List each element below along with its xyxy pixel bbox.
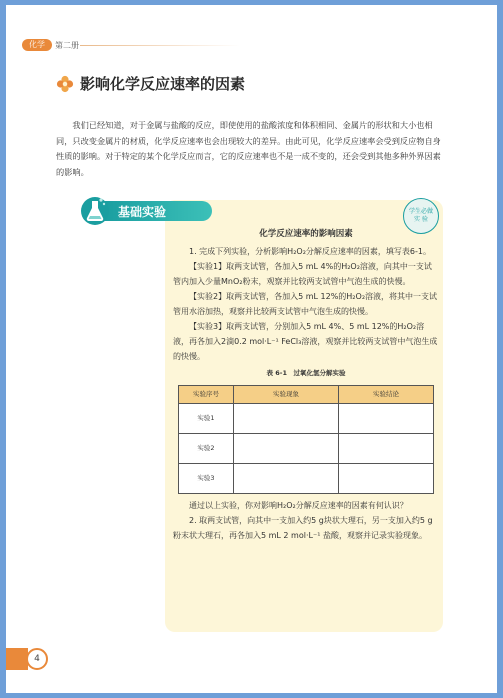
experiment-step-1: 1. 完成下列实验，分析影响H₂O₂分解反应速率的因素，填写表6-1。 (189, 247, 431, 256)
table-header-cell: 实验序号 (179, 386, 234, 404)
table-header-cell: 实验结论 (339, 386, 434, 404)
table-row (179, 434, 434, 464)
reflection-question: 通过以上实验，你对影响H₂O₂分解反应速率的因素有何认识？ (189, 501, 408, 510)
header-divider (80, 45, 240, 46)
conclusion-cell[interactable] (339, 404, 434, 434)
page-number: 4 (34, 654, 40, 664)
page-tab (6, 648, 28, 670)
intro-paragraph: 我们已经知道，对于金属与盐酸的反应，即使使用的盐酸浓度和体积相同、金属片的形状和大小也相同，只改变金属片的材质，化学反应速率也会出现较大的差异。由此可见，化学反应速率会受到反应物自身性质的影响。对于特定的某个化学反应而言，它的反应速率也不是一成不变的，还会受到其他多种外界因素的影响。 (56, 120, 441, 177)
stamp-text: 学生必做实 验 (408, 208, 433, 223)
table-header-row (179, 386, 434, 404)
experiment-2-text: 【实验2】取两支试管，各加入5 mL 12%的H₂O₂溶液，将其中一支试管用水浴加热，观察并比较两支试管中气泡生成的快慢。 (173, 292, 438, 316)
experiment-heading: 化学反应速率的影响因素 (259, 229, 353, 239)
subject-badge: 化学 (22, 39, 52, 51)
chapter-header (22, 38, 79, 52)
experiment-step-2: 2. 取两支试管，向其中一支加入约5 g块状大理石，另一支加入约5 g粉末状大理石，再各加入5 mL 2 mol·L⁻¹ 盐酸，观察并记录实验现象。 (173, 516, 433, 540)
page-number-badge (26, 648, 48, 670)
flask-icon (80, 194, 110, 228)
table-row-label: 实验2 (179, 434, 234, 464)
conclusion-cell[interactable] (339, 464, 434, 494)
experiment-content (173, 227, 439, 543)
flower-icon (56, 75, 74, 93)
section-title: 影响化学反应速率的因素 (80, 75, 246, 93)
results-table (178, 385, 434, 494)
experiment-tab (80, 196, 212, 226)
observation-cell[interactable] (234, 404, 339, 434)
experiment-tab-band (102, 201, 212, 221)
section-heading (56, 73, 245, 94)
table-row (179, 404, 434, 434)
experiment-tab-label: 基础实验 (118, 204, 167, 219)
observation-cell[interactable] (234, 464, 339, 494)
volume-label: 第二册 (55, 40, 79, 50)
table-caption: 表 6-1 过氧化氢分解实验 (266, 369, 346, 377)
experiment-3-text: 【实验3】取两支试管，分别加入5 mL 4%、5 mL 12%的H₂O₂溶液，再各加入2滴0.2 mol·L⁻¹ FeCl₃溶液，观察并比较两支试管中气泡生成的快慢。 (173, 322, 438, 361)
table-row (179, 464, 434, 494)
conclusion-cell[interactable] (339, 434, 434, 464)
observation-cell[interactable] (234, 434, 339, 464)
table-header-cell: 实验现象 (234, 386, 339, 404)
experiment-1-text: 【实验1】取两支试管，各加入5 mL 4%的H₂O₂溶液，向其中一支试管内加入少量MnO₂粉末，观察并比较两支试管中气泡生成的快慢。 (173, 262, 432, 286)
table-row-label: 实验3 (179, 464, 234, 494)
table-row-label: 实验1 (179, 404, 234, 434)
